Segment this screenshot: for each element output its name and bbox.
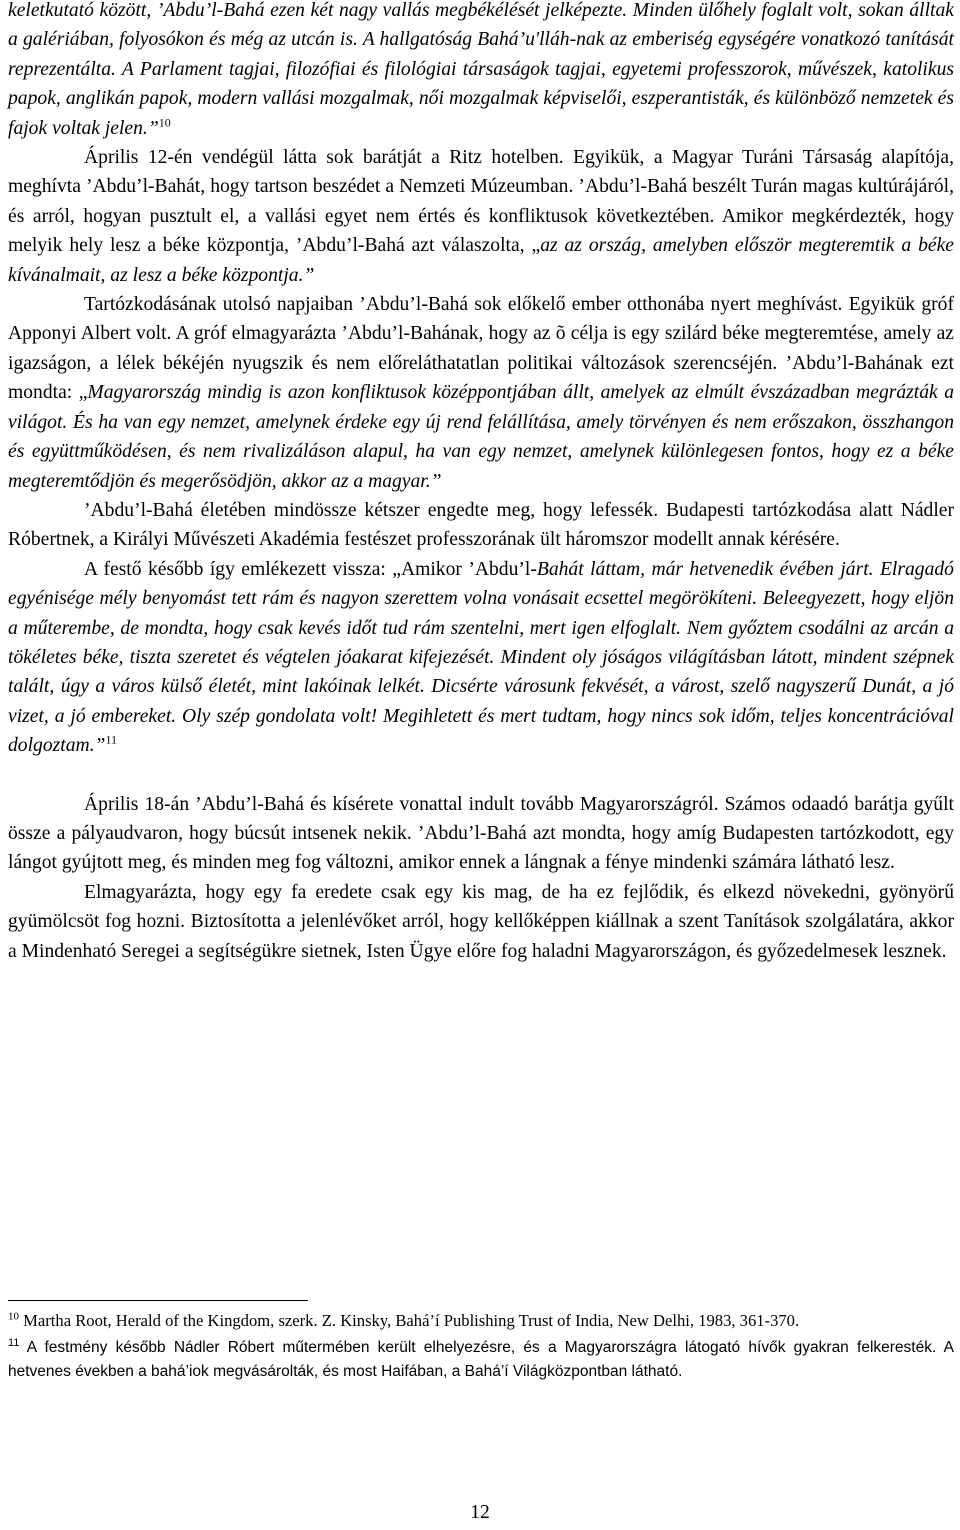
paragraph-4: [8, 496, 954, 555]
paragraph-1-quote: keletkutató között, ’Abdu’l-Bahá ezen két nagy vallás megbékélését jelképezte. Minden ülőhely foglalt volt, sokan álltak a galériában, folyosókon és még az utcán is. A hallgatóság Bahá’u'lláh-nak az emberiség egységére vonatkozó tanítását reprezentálta. A Parlament tagjai, filozófiai és filológiai társaságok tagjai, egyetemi professzorok, művészek, katolikus papok, anglikán papok, modern vallási mozgalmak, női mozgalmak képviselői, eszperantisták, és különböző nemzetek és fajok voltak jelen.”: [8, 0, 954, 139]
paragraph-2: [8, 143, 954, 290]
paragraph-6-text: Április 18-án ’Abdu’l-Bahá és kísérete vonattal indult tovább Magyarországról. Számos odaadó barátja gyűlt össze a pályaudvaron, hogy búcsút intsenek nekik. ’Abdu’l-Bahá azt mondta, hogy amíg Budapesten tartózkodott, egy lángot gyújtott meg, és minden meg fog változni, amikor ennek a lángnak a fénye mindenki számára látható lesz.: [8, 793, 954, 874]
document-body: [8, 0, 954, 966]
paragraph-5-text: A festő később így emlékezett vissza: „Amikor ’Abdu’l-: [84, 558, 537, 580]
footnote-text: Martha Root, Herald of the Kingdom, szerk. Z. Kinsky, Bahá’í Publishing Trust of India, New Delhi, 1983, 361-370.: [23, 1311, 800, 1330]
paragraph-3-quote: Magyarország mindig is azon konfliktusok középpontjában állt, amelyek az elmúlt évszázadban megrázták a világot. És ha van egy nemzet, amelynek érdeke egy új rend felállítása, amely törvényen és nem erőszakon, összhangon és együttműködésen, és nem rivalizáláson alapul, ha van egy nemzet, amelynek különlegesen fontos, hogy ez a béke megteremtődjön és megerősödjön, akkor az a magyar.”: [8, 382, 954, 492]
footnote-11: [8, 1336, 954, 1384]
paragraph-5: [8, 555, 954, 761]
paragraph-7-text: Elmagyarázta, hogy egy fa eredete csak egy kis mag, de ha ez fejlődik, és elkezd növekedni, gyönyörű gyümölcsöt fog hozni. Biztosította a jelenlévőket arról, hogy kellőképpen kiállnak a szent Tanítások szolgálatára, akkor a Mindenható Seregei a segítségükre sietnek, Isten Ügye előre fog haladni Magyarországon, és győzedelmesek lesznek.: [8, 881, 954, 962]
footnote-10: [8, 1308, 954, 1334]
paragraph-2-text: Április 12-én vendégül látta sok barátját a Ritz hotelben. Egyikük, a Magyar Turáni Társaság alapítója, meghívta ’Abdu’l-Bahát, hogy tartson beszédet a Nemzeti Múzeumban. ’Abdu’l-Bahá beszélt Turán magas kultúrájáról, és arról, hogyan pusztult el, a vallási egyet nem értés és konfliktusok következtében. Amikor megkérdezték, hogy melyik hely lesz a béke központja, ’Abdu’l-Bahá azt válaszolta, „: [8, 147, 954, 257]
footnote-ref-10[interactable]: 10: [158, 115, 171, 130]
footnote-ref-11[interactable]: 11: [105, 732, 118, 747]
footnote-separator: [8, 1300, 308, 1301]
paragraph-2-quote: az az ország, amelyben először megteremtik a béke kívánalmait, az lesz a béke központja.”: [8, 235, 954, 286]
paragraph-5-quote: Bahát láttam, már hetvenedik évében járt. Elragadó egyénisége mély benyomást tett rám és nagyon szerettem volna vonásait ecsettel megörökíteni. Beleegyezett, hogy eljön a műterembe, de mondta, hogy csak kevés időt tud rám szentelni, mert igen elfoglalt. Nem győztem csodálni az arcán a tökéletes béke, tiszta szeretet és végtelen jóakarat kifejezését. Mindent oly jóságos világításban látott, mindent szépnek talált, úgy a város külső életét, mint lakóinak lelkét. Dicsérte városunk fekvését, a várost, szelő nagyszerű Dunát, a jó vizet, a jó embereket. Oly szép gondolata volt! Megihletett és mert tudtam, hogy nincs sok időm, teljes koncentrációval dolgoztam.”: [8, 558, 954, 757]
page-number: 12: [470, 1502, 490, 1523]
paragraph-3: [8, 290, 954, 496]
paragraph-3-text: Tartózkodásának utolsó napjaiban ’Abdu’l-Bahá sok előkelő ember otthonába nyert meghívást. Egyikük gróf Apponyi Albert volt. A gróf elmagyarázta ’Abdu’l-Bahának, hogy az õ célja is egy szilárd béke megteremtése, amely az igazságon, a lélek békéjén nyugszik és nem előreláthatatlan politikai változások szerencséjén. ’Abdu’l-Bahának ezt mondta: „: [8, 294, 954, 404]
footnote-text: A festmény később Nádler Róbert műtermében került elhelyezésre, és a Magyarországra látogató hívők gyakran felkeresték. A hetvenes években a bahá’iok megvásárolták, és most Haifában, a Bahá’í Világközpontban látható.: [8, 1339, 954, 1380]
paragraph-1: [8, 0, 954, 143]
footnotes: [8, 1308, 954, 1386]
paragraph-7: [8, 878, 954, 966]
footnote-number: 10: [8, 1310, 19, 1323]
paragraph-4-text: ’Abdu’l-Bahá életében mindössze kétszer engedte meg, hogy lefessék. Budapesti tartózkodása alatt Nádler Róbertnek, a Királyi Művészeti Akadémia festészet professzorának ült háromszor modellt annak kérésére.: [8, 499, 954, 551]
paragraph-6: [8, 790, 954, 878]
footnote-number: 11: [8, 1336, 20, 1349]
